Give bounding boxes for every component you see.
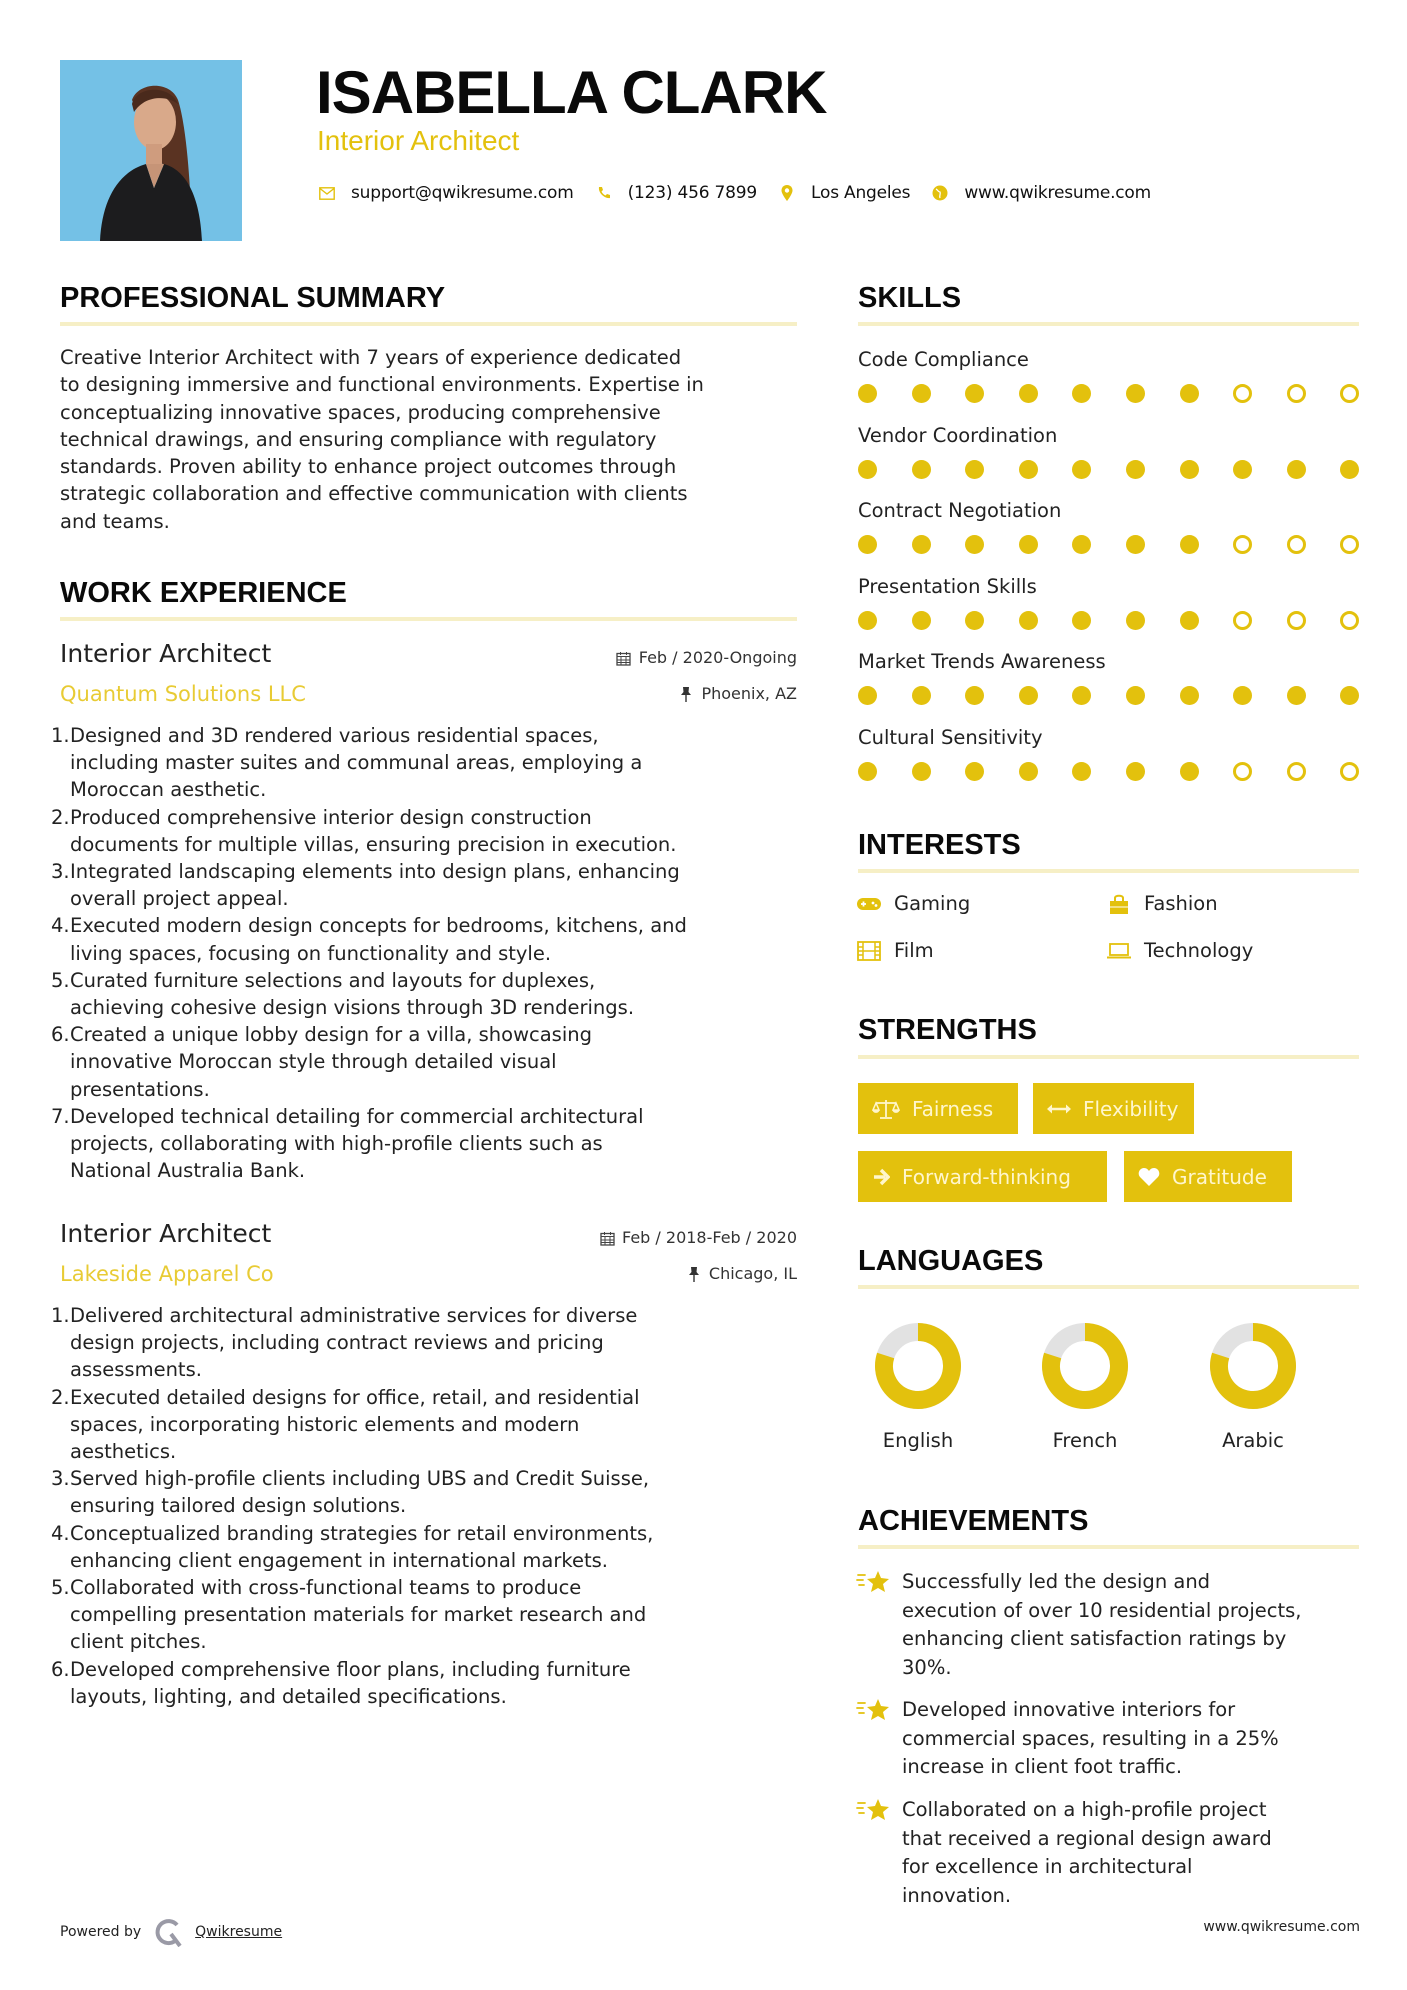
- achievements-divider: [858, 1545, 1359, 1549]
- skill-dot-empty: [1233, 384, 1252, 403]
- skill-dot-filled: [858, 611, 877, 630]
- skill-dot-empty: [1287, 384, 1306, 403]
- job-dates: [598, 1227, 797, 1249]
- interest-label: Gaming: [894, 892, 971, 915]
- skill-dot-filled: [858, 535, 877, 554]
- skill-dot-filled: [965, 686, 984, 705]
- achievement-line: for excellence in architectural: [902, 1855, 1193, 1879]
- bullet-line: Curated furniture selections and layouts for duplexes,: [70, 968, 596, 992]
- experience-divider: [60, 617, 797, 621]
- experience-section-title: WORK EXPERIENCE: [60, 577, 347, 609]
- strength-badge-forward-thinking: [858, 1151, 1107, 1202]
- skill-dot-empty: [1287, 762, 1306, 781]
- bullet-number: 6.: [51, 1657, 70, 1681]
- strength-badge-flexibility: [1033, 1083, 1194, 1134]
- skill-dot-filled: [1072, 762, 1091, 781]
- achievement-line: enhancing client satisfaction ratings by: [902, 1627, 1287, 1651]
- bullet-line: Executed modern design concepts for bedrooms, kitchens, and: [70, 914, 687, 938]
- interest-item-technology: [1106, 939, 1253, 962]
- bullet-line: Executed detailed designs for office, retail, and residential: [70, 1385, 640, 1409]
- contact-phone[interactable]: (123) 456 7899: [627, 183, 758, 203]
- job-bullet-item: [52, 1465, 812, 1519]
- skill-dot-filled: [912, 535, 931, 554]
- strengths-section-title: STRENGTHS: [858, 1014, 1037, 1046]
- bullet-line: assessments.: [70, 1358, 202, 1382]
- skill-dot-filled: [1072, 611, 1091, 630]
- skill-dot-filled: [1019, 460, 1038, 479]
- contact-location: Los Angeles: [811, 183, 911, 203]
- job-bullet-item: [52, 858, 812, 912]
- summary-line: standards. Proven ability to enhance project outcomes through: [60, 455, 677, 479]
- summary-text: [60, 344, 820, 535]
- footer-website[interactable]: www.qwikresume.com: [1203, 1919, 1360, 1935]
- summary-line: to designing immersive and functional environments. Expertise in: [60, 373, 704, 397]
- strength-badge-gratitude: [1124, 1151, 1292, 1202]
- skill-dot-filled: [1019, 611, 1038, 630]
- achievement-line: increase in client foot traffic.: [902, 1755, 1183, 1779]
- achievement-line: 30%.: [902, 1655, 952, 1679]
- achievement-line: Successfully led the design and: [902, 1570, 1211, 1593]
- language-donut: [1203, 1316, 1303, 1416]
- job-company: Lakeside Apparel Co: [60, 1262, 274, 1286]
- skill-dot-empty: [1340, 762, 1359, 781]
- achievement-text: [902, 1796, 1357, 1910]
- summary-line: conceptualizing innovative spaces, producing comprehensive: [60, 400, 661, 424]
- bullet-number: 4.: [51, 1521, 70, 1545]
- bullet-line: overall project appeal.: [70, 887, 289, 911]
- globe-icon: [930, 183, 950, 203]
- skill-dot-filled: [912, 762, 931, 781]
- bullet-number: 3.: [51, 860, 70, 884]
- skill-name: Presentation Skills: [858, 574, 1037, 598]
- skill-dot-filled: [1180, 384, 1199, 403]
- strength-label: Gratitude: [1172, 1164, 1267, 1189]
- skill-dot-filled: [1180, 686, 1199, 705]
- job-dates: [615, 647, 797, 669]
- achievement-line: that received a regional design award: [902, 1826, 1272, 1850]
- skill-dot-empty: [1287, 535, 1306, 554]
- skill-dot-empty: [1340, 384, 1359, 403]
- bullet-line: presentations.: [70, 1077, 210, 1101]
- skill-dot-filled: [1233, 686, 1252, 705]
- bullet-line: Collaborated with cross-functional teams to produce: [70, 1576, 582, 1600]
- balance-scale-icon: [872, 1098, 900, 1120]
- interest-label: Fashion: [1144, 892, 1218, 915]
- skill-dot-empty: [1233, 611, 1252, 630]
- bullet-line: aesthetics.: [70, 1440, 177, 1464]
- achievement-item: [856, 1696, 1357, 1782]
- bullet-number: 2.: [51, 805, 70, 829]
- job-role: Interior Architect: [60, 1219, 272, 1248]
- job-role: Interior Architect: [60, 639, 272, 668]
- achievement-line: execution of over 10 residential projects,: [902, 1598, 1302, 1622]
- person-portrait-icon: [60, 60, 242, 241]
- gamepad-icon: [856, 893, 882, 915]
- skill-dot-filled: [1287, 460, 1306, 479]
- skills-divider: [858, 322, 1359, 326]
- summary-line: Creative Interior Architect with 7 years of experience dedicated: [60, 346, 682, 369]
- language-donut: [868, 1316, 968, 1416]
- skill-dot-filled: [1126, 460, 1145, 479]
- interest-label: Film: [894, 939, 934, 962]
- strength-label: Flexibility: [1083, 1096, 1179, 1121]
- job-bullet-item: [52, 967, 812, 1021]
- phone-icon: [594, 183, 614, 203]
- bullet-line: Created a unique lobby design for a villa, showcasing: [70, 1023, 592, 1047]
- job-bullet-item: [52, 804, 812, 858]
- bullet-number: 2.: [51, 1385, 70, 1409]
- pushpin-icon: [685, 1266, 703, 1282]
- interests-section-title: INTERESTS: [858, 829, 1021, 861]
- job-company: Quantum Solutions LLC: [60, 682, 306, 706]
- skill-dot-filled: [965, 384, 984, 403]
- skill-dot-filled: [858, 460, 877, 479]
- skill-dot-filled: [1180, 762, 1199, 781]
- bullet-number: 3.: [51, 1467, 70, 1491]
- candidate-title: Interior Architect: [317, 125, 520, 156]
- strength-label: Fairness: [912, 1096, 994, 1121]
- interest-item-gaming: [856, 892, 970, 915]
- skill-dot-filled: [1126, 611, 1145, 630]
- bullet-line: spaces, incorporating historic elements and modern: [70, 1412, 580, 1436]
- job-location-text: Phoenix, AZ: [701, 684, 797, 703]
- language-name: Arabic: [1222, 1429, 1284, 1452]
- bullet-line: layouts, lighting, and detailed specifications.: [70, 1684, 507, 1708]
- language-name: French: [1052, 1429, 1118, 1452]
- job-location: [677, 683, 797, 705]
- qwikresume-link[interactable]: Qwikresume: [195, 1924, 283, 1940]
- skill-dot-filled: [1126, 535, 1145, 554]
- summary-divider: [60, 322, 797, 326]
- bullet-number: 5.: [51, 1576, 70, 1600]
- pushpin-icon: [677, 686, 695, 702]
- map-pin-icon: [777, 183, 797, 203]
- job-dates-text: Feb / 2020-Ongoing: [638, 648, 797, 667]
- profile-photo: [60, 60, 242, 241]
- bullet-line: documents for multiple villas, ensuring precision in execution.: [70, 832, 677, 856]
- achievement-line: Developed innovative interiors for: [902, 1698, 1236, 1721]
- arrow-right-icon: [872, 1168, 890, 1186]
- skill-dot-filled: [1019, 686, 1038, 705]
- footer-powered-by: [60, 1917, 282, 1947]
- achievement-text: [902, 1696, 1357, 1782]
- skill-dot-filled: [1340, 460, 1359, 479]
- achievement-line: commercial spaces, resulting in a 25%: [902, 1726, 1279, 1750]
- job-bullet-item: [52, 912, 812, 966]
- job-bullet-item: [52, 1520, 812, 1574]
- bullet-line: projects, collaborating with high-profile clients such as: [70, 1132, 603, 1156]
- bullet-line: client pitches.: [70, 1630, 207, 1654]
- skill-dot-filled: [1019, 762, 1038, 781]
- skill-dot-filled: [1072, 384, 1091, 403]
- achievement-text: [902, 1568, 1357, 1682]
- bullet-line: Conceptualized branding strategies for retail environments,: [70, 1521, 654, 1545]
- contact-email[interactable]: support@qwikresume.com: [351, 183, 574, 203]
- skill-dot-filled: [1072, 535, 1091, 554]
- skill-dot-filled: [965, 535, 984, 554]
- achievement-line: innovation.: [902, 1883, 1012, 1907]
- job-location-text: Chicago, IL: [708, 1264, 797, 1283]
- bullet-line: compelling presentation materials for market research and: [70, 1603, 647, 1627]
- bullet-number: 7.: [51, 1104, 70, 1128]
- skill-dot-filled: [912, 686, 931, 705]
- qwikresume-logo-icon: [155, 1917, 183, 1947]
- contact-row: [317, 180, 1171, 206]
- job-bullet-item: [52, 1656, 812, 1710]
- bullet-line: ensuring tailored design solutions.: [70, 1494, 407, 1518]
- skill-name: Cultural Sensitivity: [858, 725, 1043, 749]
- bullet-number: 4.: [51, 914, 70, 938]
- job-bullet-item: [52, 1574, 812, 1656]
- job-bullet-item: [52, 1302, 812, 1384]
- star-icon: [856, 1796, 892, 1826]
- film-icon: [856, 940, 882, 962]
- summary-section-title: PROFESSIONAL SUMMARY: [60, 282, 446, 314]
- skill-dot-filled: [965, 611, 984, 630]
- skill-dot-filled: [1180, 460, 1199, 479]
- envelope-icon: [317, 183, 337, 203]
- skill-dot-filled: [1126, 762, 1145, 781]
- skill-dot-empty: [1340, 535, 1359, 554]
- skill-dot-filled: [1072, 686, 1091, 705]
- calendar-icon: [598, 1230, 616, 1246]
- bullet-line: innovative Moroccan style through detailed visual: [70, 1050, 557, 1074]
- summary-line: strategic collaboration and effective communication with clients: [60, 482, 688, 506]
- skill-name: Vendor Coordination: [858, 423, 1058, 447]
- language-donut: [1035, 1316, 1135, 1416]
- job-bullet-item: [52, 1103, 812, 1185]
- achievement-line: Collaborated on a high-profile project: [902, 1798, 1267, 1821]
- bullet-line: enhancing client engagement in international markets.: [70, 1548, 608, 1572]
- languages-divider: [858, 1285, 1359, 1289]
- bullet-line: living spaces, focusing on functionality and style.: [70, 941, 552, 965]
- achievement-item: [856, 1796, 1357, 1910]
- bullet-line: Moroccan aesthetic.: [70, 778, 267, 802]
- language-name: English: [882, 1429, 954, 1452]
- bullet-line: achieving cohesive design visions through 3D renderings.: [70, 996, 635, 1020]
- job-bullet-item: [52, 1021, 812, 1103]
- bullet-number: 5.: [51, 968, 70, 992]
- job-dates-text: Feb / 2018-Feb / 2020: [622, 1228, 797, 1247]
- summary-line: technical drawings, and ensuring compliance with regulatory: [60, 427, 657, 451]
- skill-dot-filled: [1019, 535, 1038, 554]
- powered-by-text: Powered by: [60, 1924, 142, 1940]
- calendar-icon: [615, 650, 633, 666]
- bullet-line: National Australia Bank.: [70, 1159, 306, 1183]
- bullet-line: Integrated landscaping elements into design plans, enhancing: [70, 860, 680, 884]
- skill-dot-empty: [1340, 611, 1359, 630]
- summary-line: and teams.: [60, 509, 170, 533]
- job-bullet-item: [52, 722, 812, 804]
- skill-dot-filled: [1180, 535, 1199, 554]
- bullet-number: 1.: [51, 724, 70, 747]
- bullet-line: Developed comprehensive floor plans, including furniture: [70, 1657, 631, 1681]
- skill-dot-filled: [1126, 384, 1145, 403]
- skill-dot-filled: [1233, 460, 1252, 479]
- bullet-line: including master suites and communal areas, employing a: [70, 751, 643, 775]
- bullet-line: Delivered architectural administrative services for diverse: [70, 1304, 638, 1327]
- skills-section-title: SKILLS: [858, 282, 962, 314]
- skill-dot-filled: [965, 460, 984, 479]
- skill-name: Code Compliance: [858, 348, 1029, 371]
- strength-label: Forward-thinking: [902, 1164, 1071, 1189]
- interest-label: Technology: [1144, 939, 1254, 962]
- skill-dot-filled: [965, 762, 984, 781]
- bullet-line: Produced comprehensive interior design construction: [70, 805, 592, 829]
- laptop-icon: [1106, 940, 1132, 962]
- skill-name: Market Trends Awareness: [858, 650, 1106, 673]
- skill-dot-filled: [1287, 686, 1306, 705]
- bullet-line: design projects, including contract reviews and pricing: [70, 1331, 604, 1355]
- interests-divider: [858, 869, 1359, 873]
- skill-dot-filled: [1126, 686, 1145, 705]
- bullet-line: Developed technical detailing for commercial architectural: [70, 1104, 644, 1128]
- skill-dot-filled: [912, 384, 931, 403]
- skill-name: Contract Negotiation: [858, 499, 1062, 522]
- star-icon: [856, 1568, 892, 1598]
- strengths-divider: [858, 1055, 1359, 1059]
- contact-website[interactable]: www.qwikresume.com: [964, 183, 1151, 203]
- skill-dot-filled: [1340, 686, 1359, 705]
- heart-icon: [1138, 1167, 1160, 1187]
- achievements-section-title: ACHIEVEMENTS: [858, 1505, 1089, 1537]
- skill-dot-empty: [1287, 611, 1306, 630]
- star-icon: [856, 1696, 892, 1726]
- skill-dot-filled: [858, 384, 877, 403]
- candidate-name: ISABELLA CLARK: [316, 59, 827, 126]
- skill-dot-filled: [858, 762, 877, 781]
- strength-badge-fairness: [858, 1083, 1018, 1134]
- achievement-item: [856, 1568, 1357, 1682]
- skill-dot-empty: [1233, 762, 1252, 781]
- skill-dot-filled: [858, 686, 877, 705]
- arrows-horizontal-icon: [1047, 1103, 1071, 1115]
- bullet-number: 1.: [51, 1304, 70, 1327]
- skill-dot-filled: [912, 460, 931, 479]
- job-bullet-list: [52, 1302, 812, 1710]
- skill-dot-filled: [1180, 611, 1199, 630]
- skill-dot-filled: [1072, 460, 1091, 479]
- shopping-bag-icon: [1106, 893, 1132, 915]
- interest-item-fashion: [1106, 892, 1218, 915]
- bullet-line: Served high-profile clients including UBS and Credit Suisse,: [70, 1467, 650, 1491]
- job-bullet-item: [52, 1384, 812, 1466]
- skill-dot-filled: [912, 611, 931, 630]
- bullet-line: Designed and 3D rendered various residential spaces,: [70, 724, 599, 747]
- languages-section-title: LANGUAGES: [858, 1245, 1044, 1277]
- skill-dot-empty: [1233, 535, 1252, 554]
- skill-dot-filled: [1019, 384, 1038, 403]
- interest-item-film: [856, 939, 934, 962]
- bullet-number: 6.: [51, 1023, 70, 1047]
- job-location: [685, 1263, 797, 1285]
- job-bullet-list: [52, 722, 812, 1184]
